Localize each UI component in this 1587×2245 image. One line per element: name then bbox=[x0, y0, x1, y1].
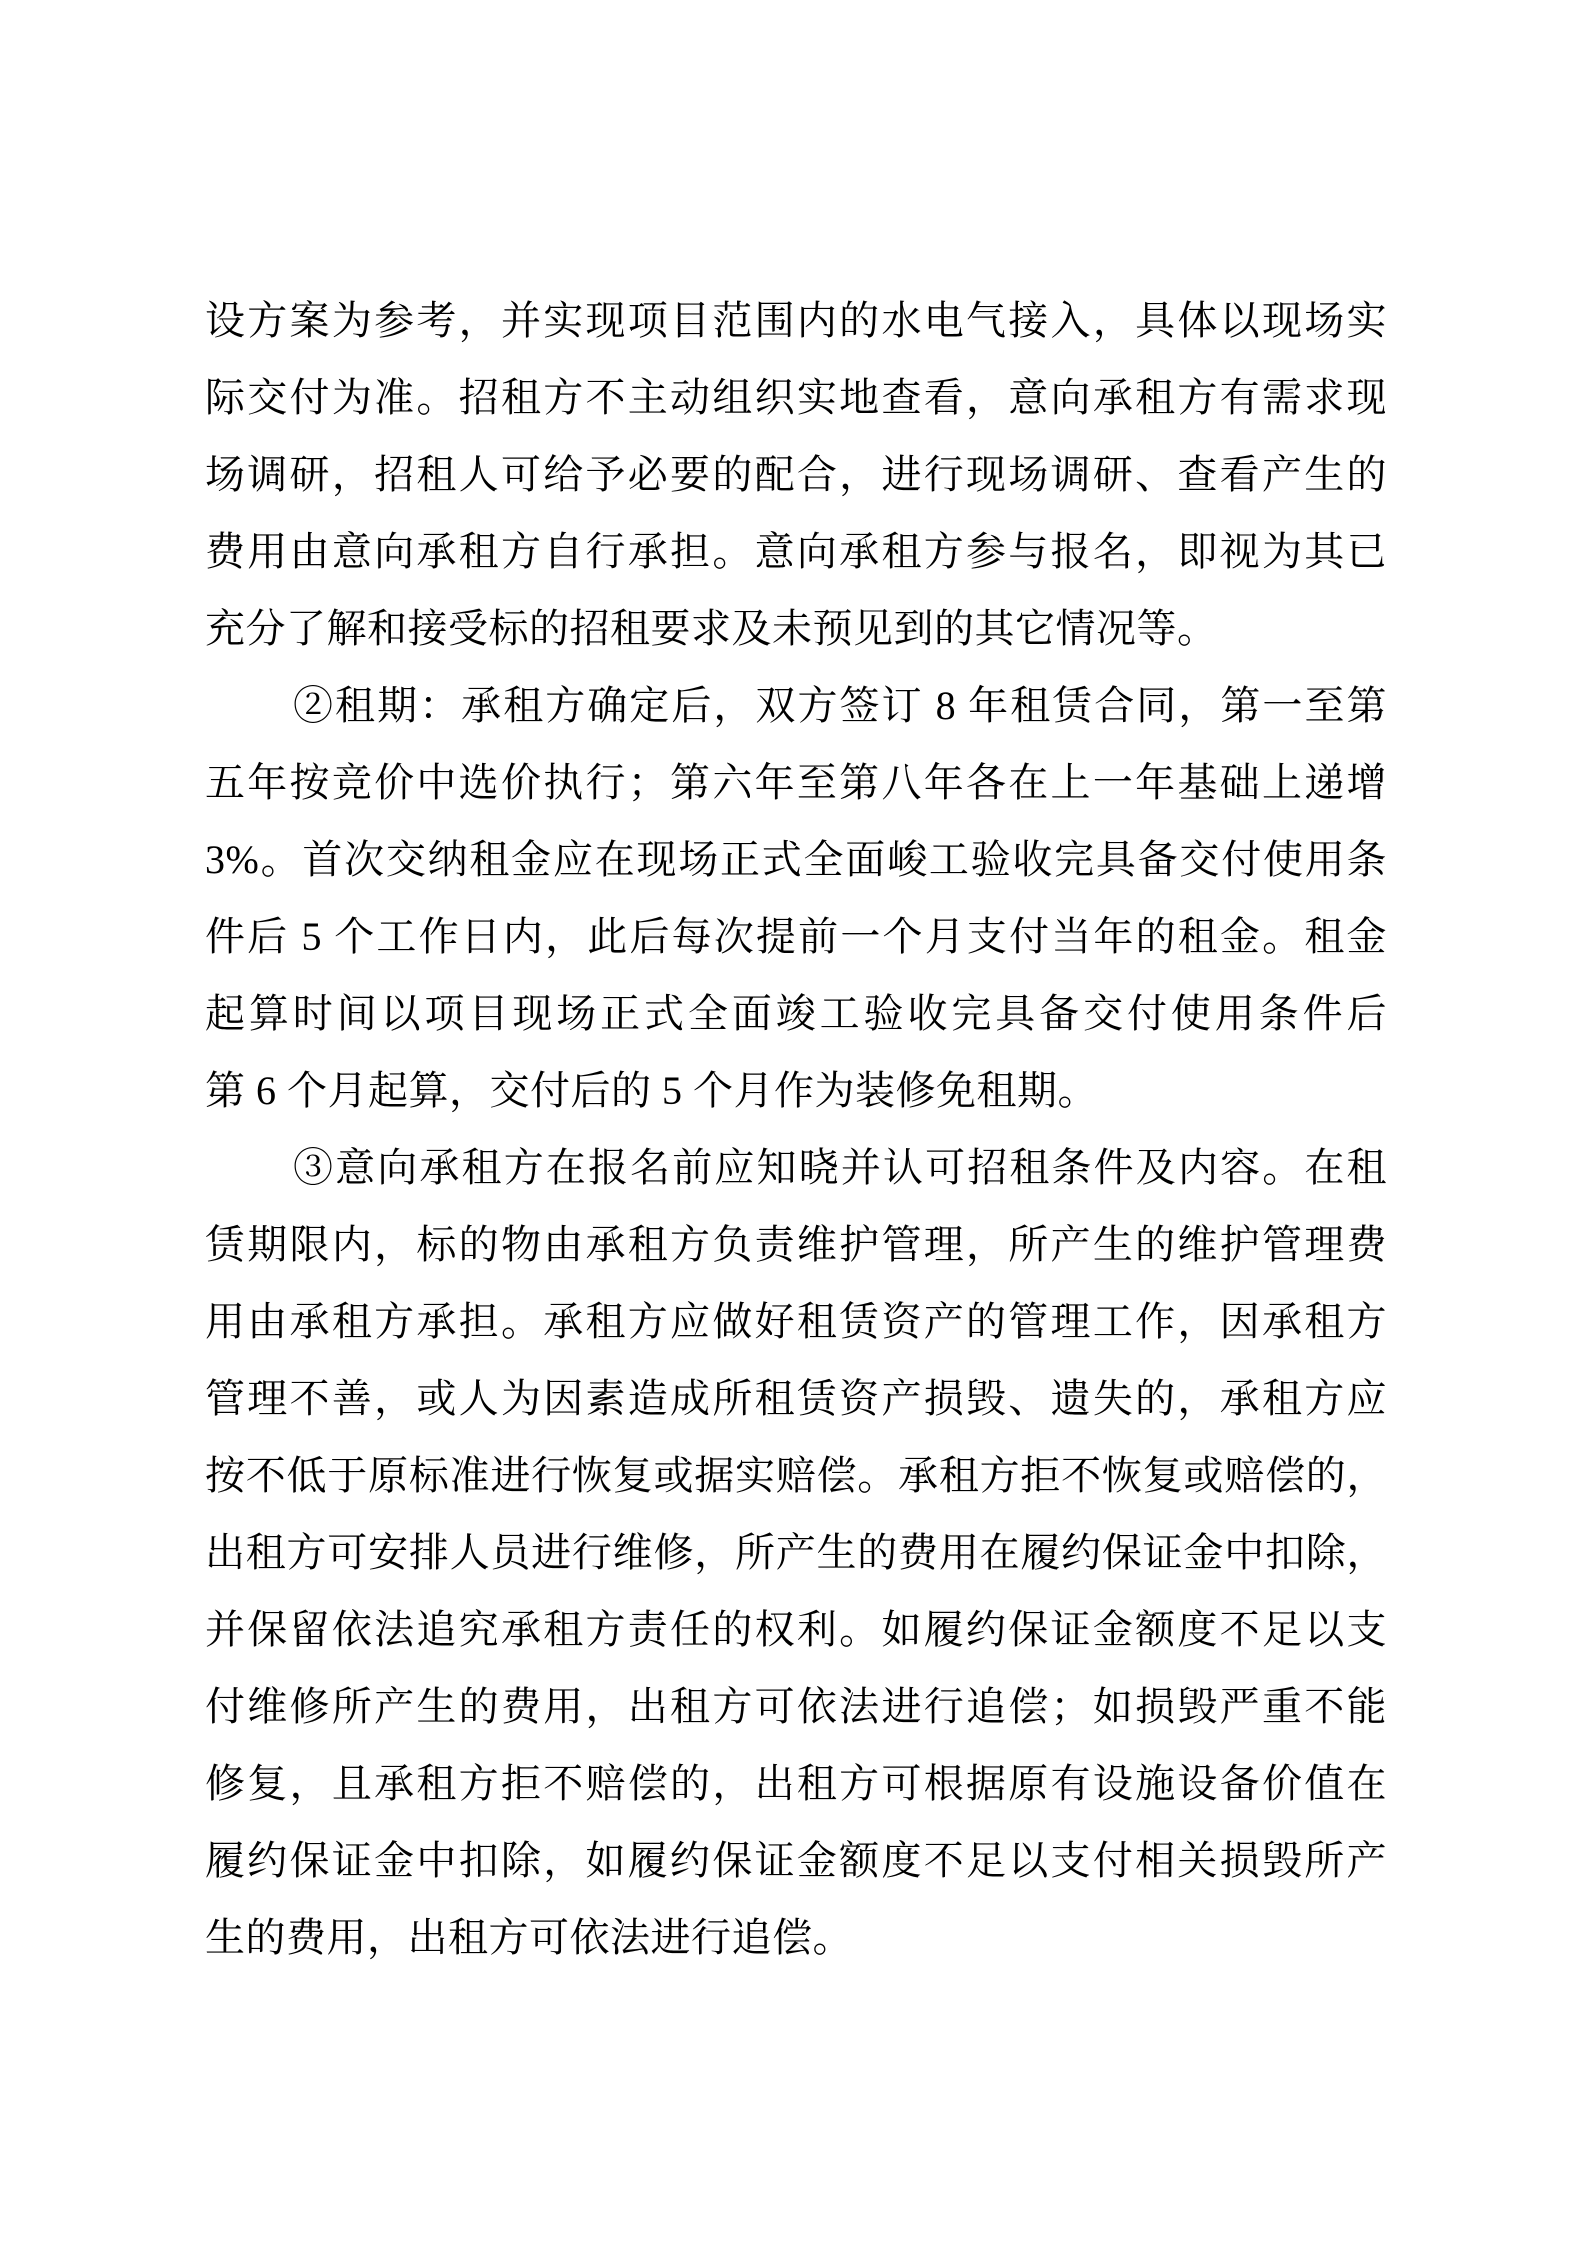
paragraph-2-line-5: 起算时间以项目现场正式全面竣工验收完具备交付使用条件后 bbox=[205, 991, 1387, 1036]
paragraph-3-line-5: 按不低于原标准进行恢复或据实赔偿。承租方拒不恢复或赔偿的， bbox=[205, 1453, 1387, 1498]
paragraph-2-line-2: 五年按竞价中选价执行；第六年至第八年各在上一年基础上递增 bbox=[205, 760, 1387, 805]
paragraph-1-line-5: 充分了解和接受标的招租要求及未预见到的其它情况等。 bbox=[205, 606, 1218, 651]
paragraph-3-line-4: 管理不善，或人为因素造成所租赁资产损毁、遗失的，承租方应 bbox=[205, 1376, 1387, 1421]
paragraph-2-line-3: 3%。首次交纳租金应在现场正式全面峻工验收完具备交付使用条 bbox=[205, 837, 1387, 882]
paragraph-3-line-1: ③意向承租方在报名前应知晓并认可招租条件及内容。在租 bbox=[293, 1145, 1387, 1190]
paragraph-1-line-3: 场调研，招租人可给予必要的配合，进行现场调研、查看产生的 bbox=[205, 452, 1387, 497]
paragraph-3-line-3: 用由承租方承担。承租方应做好租赁资产的管理工作，因承租方 bbox=[205, 1299, 1387, 1344]
paragraph-3-line-8: 付维修所产生的费用，出租方可依法进行追偿；如损毁严重不能 bbox=[205, 1684, 1387, 1729]
paragraph-3-line-9: 修复，且承租方拒不赔偿的，出租方可根据原有设施设备价值在 bbox=[205, 1761, 1387, 1806]
paragraph-2-line-1: ②租期：承租方确定后，双方签订 8 年租赁合同，第一至第 bbox=[293, 683, 1387, 728]
document-text bbox=[205, 282, 1387, 1976]
paragraph-3-line-2: 赁期限内，标的物由承租方负责维护管理，所产生的维护管理费 bbox=[205, 1222, 1387, 1267]
paragraph-1-line-2: 际交付为准。招租方不主动组织实地查看，意向承租方有需求现 bbox=[205, 375, 1387, 420]
paragraph-3-line-7: 并保留依法追究承租方责任的权利。如履约保证金额度不足以支 bbox=[205, 1607, 1387, 1652]
paragraph-3-line-10: 履约保证金中扣除，如履约保证金额度不足以支付相关损毁所产 bbox=[205, 1838, 1387, 1883]
paragraph-2-line-4: 件后 5 个工作日内，此后每次提前一个月支付当年的租金。租金 bbox=[205, 914, 1387, 959]
paragraph-1-line-1: 设方案为参考，并实现项目范围内的水电气接入，具体以现场实 bbox=[205, 298, 1387, 343]
paragraph-2-line-6: 第 6 个月起算，交付后的 5 个月作为装修免租期。 bbox=[205, 1068, 1098, 1113]
paragraph-1-line-4: 费用由意向承租方自行承担。意向承租方参与报名，即视为其已 bbox=[205, 529, 1387, 574]
paragraph-3-line-6: 出租方可安排人员进行维修，所产生的费用在履约保证金中扣除， bbox=[205, 1530, 1387, 1575]
paragraph-3-line-11: 生的费用，出租方可依法进行追偿。 bbox=[205, 1915, 853, 1960]
